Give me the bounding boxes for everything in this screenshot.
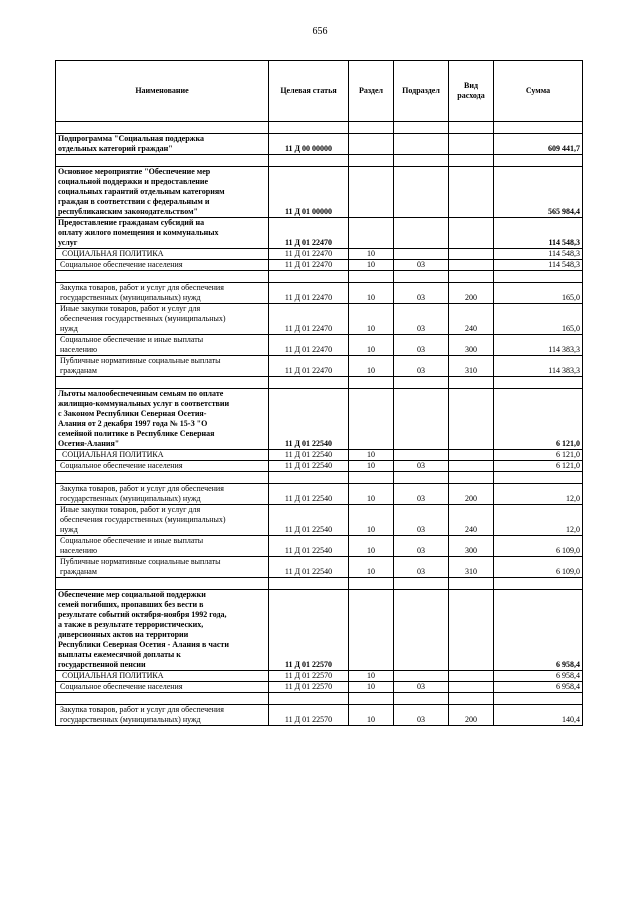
cell-expense-type: [449, 682, 494, 693]
cell-subsection: 03: [394, 335, 449, 356]
cell-target: 11 Д 01 22570: [269, 671, 349, 682]
table-row: [56, 450, 583, 461]
table-row: [56, 134, 583, 155]
cell-expense-type: [449, 389, 494, 450]
table-row: [56, 536, 583, 557]
cell-expense-type: 300: [449, 335, 494, 356]
table-row: [56, 461, 583, 472]
cell-target: 11 Д 01 22470: [269, 283, 349, 304]
cell-amount: 114 383,3: [494, 335, 583, 356]
cell-subsection: [394, 450, 449, 461]
cell-target: 11 Д 01 22470: [269, 249, 349, 260]
cell-amount: 6 958,4: [494, 590, 583, 671]
table-row: [56, 304, 583, 335]
cell-section: 10: [349, 682, 394, 693]
cell-target: 11 Д 01 22470: [269, 218, 349, 249]
cell-section: [349, 389, 394, 450]
cell-target: 11 Д 01 22540: [269, 505, 349, 536]
header-subsection: Подраздел: [394, 61, 449, 122]
cell-section: 10: [349, 557, 394, 578]
cell-target: 11 Д 01 22570: [269, 590, 349, 671]
cell-amount: 114 548,3: [494, 218, 583, 249]
table-row: [56, 335, 583, 356]
cell-section: 10: [349, 505, 394, 536]
table-row: [56, 484, 583, 505]
cell-section: [349, 167, 394, 218]
cell-section: [349, 134, 394, 155]
table-row: [56, 167, 583, 218]
cell-section: 10: [349, 356, 394, 377]
cell-name: СОЦИАЛЬНАЯ ПОЛИТИКА: [56, 249, 269, 260]
budget-table: [55, 60, 583, 726]
cell-amount: 6 109,0: [494, 536, 583, 557]
cell-expense-type: 200: [449, 283, 494, 304]
cell-expense-type: [449, 590, 494, 671]
cell-name: СОЦИАЛЬНАЯ ПОЛИТИКА: [56, 450, 269, 461]
cell-name: Социальное обеспечение населения: [56, 260, 269, 271]
cell-subsection: 03: [394, 304, 449, 335]
cell-section: 10: [349, 260, 394, 271]
cell-name: Подпрограмма "Социальная поддержка отдельных категорий граждан": [56, 134, 269, 155]
cell-amount: 140,4: [494, 705, 583, 726]
header-target: Целевая статья: [269, 61, 349, 122]
table-row: [56, 260, 583, 271]
cell-target: 11 Д 01 22540: [269, 450, 349, 461]
cell-name: Социальное обеспечение и иные выплаты населению: [56, 536, 269, 557]
cell-section: 10: [349, 705, 394, 726]
cell-subsection: 03: [394, 461, 449, 472]
cell-name: Социальное обеспечение населения: [56, 461, 269, 472]
cell-expense-type: [449, 218, 494, 249]
cell-amount: 12,0: [494, 484, 583, 505]
cell-amount: 565 984,4: [494, 167, 583, 218]
spacer-row: [56, 377, 583, 389]
cell-target: 11 Д 01 22540: [269, 389, 349, 450]
cell-expense-type: 310: [449, 557, 494, 578]
cell-subsection: 03: [394, 682, 449, 693]
cell-name: Публичные нормативные социальные выплаты гражданам: [56, 557, 269, 578]
cell-subsection: [394, 590, 449, 671]
cell-name: Иные закупки товаров, работ и услуг для обеспечения государственных (муниципальных) нужд: [56, 304, 269, 335]
cell-name: Иные закупки товаров, работ и услуг для обеспечения государственных (муниципальных) нужд: [56, 505, 269, 536]
spacer-row: [56, 472, 583, 484]
cell-amount: 6 121,0: [494, 450, 583, 461]
header-row: [56, 61, 583, 122]
cell-expense-type: [449, 260, 494, 271]
cell-amount: 6 121,0: [494, 389, 583, 450]
cell-section: [349, 590, 394, 671]
header-expense-type: Вид расхода: [449, 61, 494, 122]
cell-amount: 6 958,4: [494, 682, 583, 693]
cell-expense-type: [449, 671, 494, 682]
cell-subsection: [394, 671, 449, 682]
table-row: [56, 682, 583, 693]
table-row: [56, 557, 583, 578]
cell-subsection: [394, 249, 449, 260]
cell-expense-type: 300: [449, 536, 494, 557]
cell-target: 11 Д 01 22540: [269, 536, 349, 557]
cell-target: 11 Д 00 00000: [269, 134, 349, 155]
cell-target: 11 Д 01 22570: [269, 705, 349, 726]
spacer-row: [56, 693, 583, 705]
cell-subsection: [394, 134, 449, 155]
cell-subsection: 03: [394, 260, 449, 271]
cell-section: 10: [349, 461, 394, 472]
cell-name: Социальное обеспечение и иные выплаты населению: [56, 335, 269, 356]
cell-expense-type: [449, 450, 494, 461]
cell-section: 10: [349, 283, 394, 304]
spacer-row: [56, 155, 583, 167]
cell-amount: 114 383,3: [494, 356, 583, 377]
cell-amount: 114 548,3: [494, 260, 583, 271]
cell-section: 10: [349, 304, 394, 335]
cell-expense-type: [449, 167, 494, 218]
cell-section: 10: [349, 249, 394, 260]
cell-target: 11 Д 01 22540: [269, 484, 349, 505]
cell-amount: 609 441,7: [494, 134, 583, 155]
page-number: 656: [312, 26, 328, 37]
spacer-row: [56, 271, 583, 283]
cell-expense-type: [449, 461, 494, 472]
table-row: [56, 356, 583, 377]
table-row: [56, 389, 583, 450]
cell-name: СОЦИАЛЬНАЯ ПОЛИТИКА: [56, 671, 269, 682]
cell-amount: 165,0: [494, 304, 583, 335]
cell-target: 11 Д 01 22470: [269, 304, 349, 335]
table-row: [56, 590, 583, 671]
cell-subsection: 03: [394, 356, 449, 377]
cell-expense-type: 200: [449, 705, 494, 726]
table-row: [56, 705, 583, 726]
cell-target: 11 Д 01 00000: [269, 167, 349, 218]
cell-name: Закупка товаров, работ и услуг для обеспечения государственных (муниципальных) нужд: [56, 283, 269, 304]
table-row: [56, 249, 583, 260]
cell-subsection: 03: [394, 505, 449, 536]
cell-subsection: [394, 389, 449, 450]
cell-name: Обеспечение мер социальной поддержки семей погибших, пропавших без вести в результате событий октября-ноября 1992 года, а также в результате террористических, диверсионных актов на территории Республики Северная Осетия - Алания в части выплаты ежемесячной доплаты к государственной пенсии: [56, 590, 269, 671]
table-row: [56, 218, 583, 249]
cell-subsection: 03: [394, 557, 449, 578]
cell-target: 11 Д 01 22470: [269, 335, 349, 356]
cell-amount: 165,0: [494, 283, 583, 304]
cell-target: 11 Д 01 22540: [269, 557, 349, 578]
cell-section: [349, 218, 394, 249]
cell-subsection: 03: [394, 536, 449, 557]
cell-name: Закупка товаров, работ и услуг для обеспечения государственных (муниципальных) нужд: [56, 705, 269, 726]
spacer-row: [56, 578, 583, 590]
cell-name: Публичные нормативные социальные выплаты гражданам: [56, 356, 269, 377]
cell-subsection: [394, 218, 449, 249]
cell-target: 11 Д 01 22470: [269, 260, 349, 271]
cell-section: 10: [349, 335, 394, 356]
table-row: [56, 283, 583, 304]
spacer-row: [56, 122, 583, 134]
header-amount: Сумма: [494, 61, 583, 122]
cell-target: 11 Д 01 22540: [269, 461, 349, 472]
cell-name: Льготы малообеспеченным семьям по оплате жилищно-коммунальных услуг в соответствии с Законом Республики Северная Осетия- Алания от 2 декабря 1997 года № 15-З "О семейной политике в Республике Северная Осетия-Алания": [56, 389, 269, 450]
cell-expense-type: [449, 249, 494, 260]
cell-section: 10: [349, 484, 394, 505]
table-row: [56, 671, 583, 682]
cell-target: 11 Д 01 22470: [269, 356, 349, 377]
cell-name: Предоставление гражданам субсидий на оплату жилого помещения и коммунальных услуг: [56, 218, 269, 249]
cell-expense-type: [449, 134, 494, 155]
cell-amount: 6 958,4: [494, 671, 583, 682]
cell-section: 10: [349, 450, 394, 461]
cell-name: Основное мероприятие "Обеспечение мер социальной поддержки и предоставление социальных гарантий отдельным категориям граждан в соответствии с федеральным и республиканским законодательством": [56, 167, 269, 218]
cell-target: 11 Д 01 22570: [269, 682, 349, 693]
header-section: Раздел: [349, 61, 394, 122]
cell-amount: 6 121,0: [494, 461, 583, 472]
cell-section: 10: [349, 671, 394, 682]
cell-subsection: [394, 167, 449, 218]
cell-amount: 12,0: [494, 505, 583, 536]
cell-name: Социальное обеспечение населения: [56, 682, 269, 693]
table-row: [56, 505, 583, 536]
cell-subsection: 03: [394, 705, 449, 726]
cell-amount: 114 548,3: [494, 249, 583, 260]
cell-expense-type: 240: [449, 304, 494, 335]
cell-name: Закупка товаров, работ и услуг для обеспечения государственных (муниципальных) нужд: [56, 484, 269, 505]
cell-amount: 6 109,0: [494, 557, 583, 578]
cell-subsection: 03: [394, 283, 449, 304]
cell-section: 10: [349, 536, 394, 557]
cell-expense-type: 200: [449, 484, 494, 505]
header-name: Наименование: [56, 61, 269, 122]
cell-expense-type: 310: [449, 356, 494, 377]
table-body: [56, 122, 583, 726]
cell-expense-type: 240: [449, 505, 494, 536]
cell-subsection: 03: [394, 484, 449, 505]
